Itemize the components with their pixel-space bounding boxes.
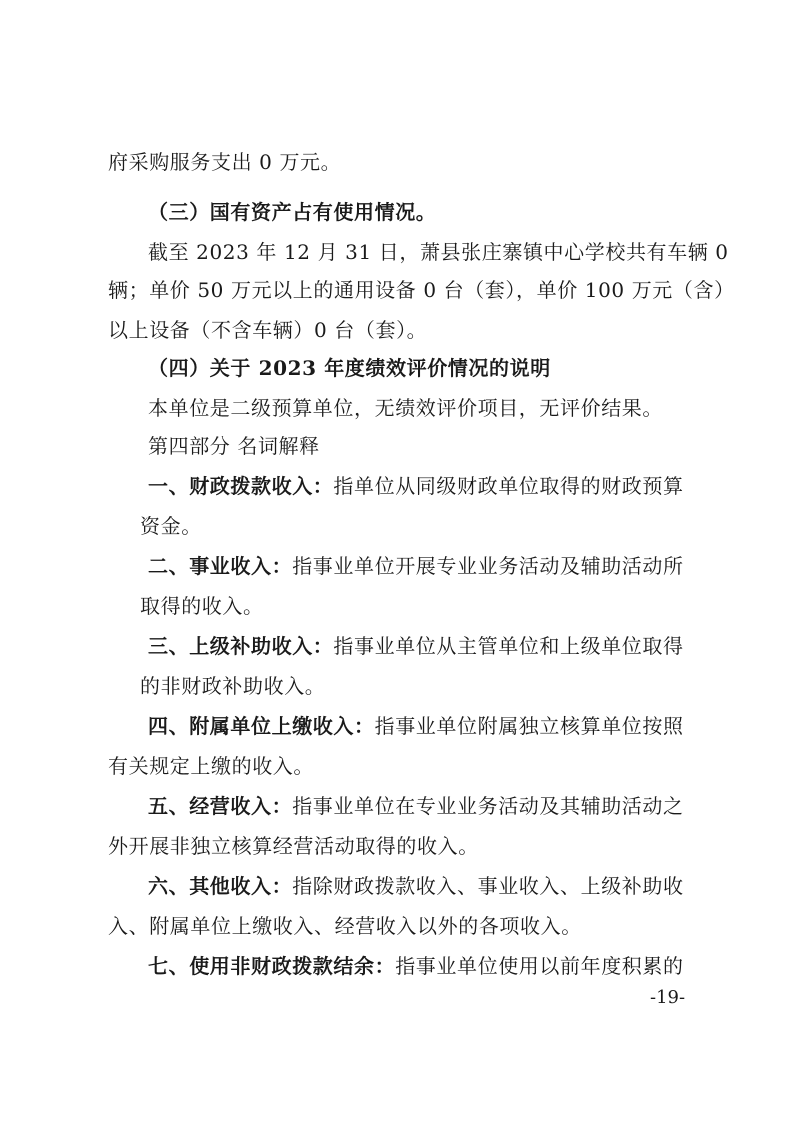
definition-line — [148, 792, 684, 820]
definition-line — [148, 472, 684, 500]
definition-text: 指事业单位在专业业务活动及其辅助活动之 — [292, 794, 684, 818]
definition-text: 指单位从同级财政单位取得的财政预算 — [333, 474, 684, 498]
definition-term: 五、经营收入： — [148, 794, 293, 818]
definition-text: 指除财政拨款收入、事业收入、上级补助收 — [292, 874, 684, 898]
text-line: 以上设备（不含车辆）0 台（套）。 — [108, 318, 428, 342]
text-line: 的非财政补助收入。 — [140, 674, 326, 698]
definition-text: 指事业单位使用以前年度积累的 — [395, 954, 684, 978]
definition-term: 一、财政拨款收入： — [148, 474, 334, 498]
section-heading: （四）关于 2023 年度绩效评价情况的说明 — [148, 356, 551, 380]
definition-line — [148, 952, 684, 980]
definition-text: 指事业单位开展专业业务活动及辅助活动所 — [292, 554, 684, 578]
text-line: 有关规定上缴的收入。 — [108, 754, 314, 778]
part-heading: 第四部分 名词解释 — [148, 434, 320, 458]
definition-line — [148, 552, 684, 580]
text-line: 截至 2023 年 12 月 31 日，萧县张庄寨镇中心学校共有车辆 0 — [148, 240, 729, 264]
definition-line — [148, 632, 684, 660]
text-line: 入、附属单位上缴收入、经营收入以外的各项收入。 — [108, 914, 582, 938]
definition-term: 二、事业收入： — [148, 554, 293, 578]
text-line: 府采购服务支出 0 万元。 — [108, 150, 342, 174]
text-line: 辆；单价 50 万元以上的通用设备 0 台（套），单价 100 万元（含） — [108, 278, 735, 302]
section-heading: （三）国有资产占有使用情况。 — [148, 200, 437, 224]
definition-line — [148, 872, 684, 900]
definition-text: 指事业单位从主管单位和上级单位取得 — [333, 634, 684, 658]
text-line: 本单位是二级预算单位，无绩效评价项目，无评价结果。 — [148, 396, 663, 420]
definition-text: 指事业单位附属独立核算单位按照 — [374, 714, 684, 738]
definition-term: 四、附属单位上缴收入： — [148, 714, 375, 738]
definition-term: 六、其他收入： — [148, 874, 293, 898]
definition-line — [148, 712, 684, 740]
page-number: -19- — [650, 987, 686, 1008]
text-line: 外开展非独立核算经营活动取得的收入。 — [108, 834, 479, 858]
text-line: 资金。 — [140, 514, 202, 538]
text-line: 取得的收入。 — [140, 594, 264, 618]
definition-term: 三、上级补助收入： — [148, 634, 334, 658]
definition-term: 七、使用非财政拨款结余： — [148, 954, 396, 978]
